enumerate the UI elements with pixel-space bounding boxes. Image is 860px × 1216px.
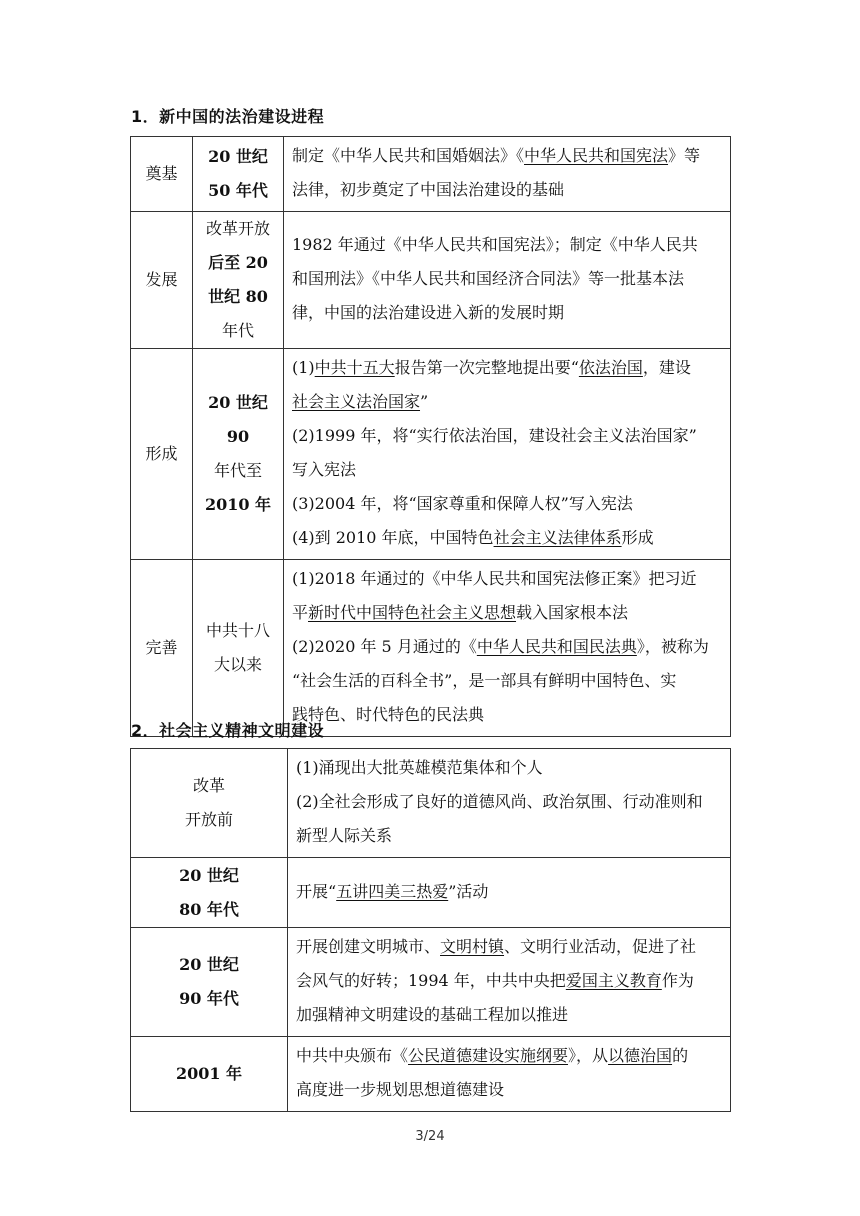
content-line <box>296 785 724 819</box>
underlined-term: 五讲四美三热爱 <box>336 881 449 901</box>
period-cell: 2001 年 <box>131 1037 288 1112</box>
content-line <box>292 562 724 596</box>
text-run: 会风气的好转；1994 年，中共中央把 <box>296 971 566 990</box>
table-row <box>131 560 731 737</box>
text-run: 法律，初步奠定了中国法治建设的基础 <box>292 180 565 199</box>
content-line <box>296 751 724 785</box>
text-run: 律，中国的法治建设进入新的发展时期 <box>292 303 565 322</box>
stage-cell: 奠基 <box>131 137 193 212</box>
civilization-table <box>130 748 731 1112</box>
text-run: (3)2004 年，将“国家尊重和保障人权”写入宪法 <box>292 494 633 513</box>
period-cell: 中共十八 大以来 <box>193 560 284 737</box>
content-line <box>292 419 724 453</box>
underlined-term: 社会主义法律体系 <box>493 528 622 547</box>
text-run: 、文明行业活动，促进了社 <box>504 937 697 956</box>
text-run: (1)涌现出大批英雄模范集体和个人 <box>296 758 543 777</box>
table-row <box>131 212 731 349</box>
text-run: 制定《中华人民共和国婚姻法》《 <box>292 146 525 165</box>
underlined-term: 社会主义法治国家 <box>292 392 421 411</box>
table-row <box>131 749 731 858</box>
text-run: “社会生活的百科全书”，是一部具有鲜明中国特色、实 <box>292 671 677 690</box>
content-line <box>292 630 724 664</box>
text-run: 的 <box>672 1046 689 1065</box>
text-run: 形成 <box>621 528 654 547</box>
period-cell: 改革开放 后至 20 世纪 80 年代 <box>193 212 284 349</box>
text-run: 作为 <box>661 971 694 990</box>
stage-cell: 完善 <box>131 560 193 737</box>
stage-cell: 发展 <box>131 212 193 349</box>
content-line <box>296 1073 724 1107</box>
text-run: (2)2020 年 5 月通过的《 <box>292 637 477 656</box>
stage-cell: 形成 <box>131 349 193 560</box>
section1-heading: 1．新中国的法治建设进程 <box>131 107 325 126</box>
content-line <box>296 964 724 998</box>
text-run: 载入国家根本法 <box>516 603 629 622</box>
content-line <box>292 296 724 330</box>
text-run: 》，被称为 <box>636 637 709 656</box>
text-run: 》，从 <box>568 1046 609 1065</box>
underlined-term: 文明村镇 <box>440 937 505 956</box>
page-number: 3/24 <box>415 1129 445 1144</box>
text-run: 开展创建文明城市、 <box>296 937 441 956</box>
text-run: 高度进一步规划思想道德建设 <box>296 1080 505 1099</box>
section2-heading: 2．社会主义精神文明建设 <box>131 721 325 740</box>
text-run: (1)2018 年通过的《中华人民共和国宪法修正案》把习近 <box>292 569 697 588</box>
text-run: (4)到 2010 年底，中国特色 <box>292 528 494 547</box>
table-row <box>131 137 731 212</box>
underlined-term: 依法治国 <box>578 358 643 377</box>
content-line <box>296 1039 724 1073</box>
text-run: 新型人际关系 <box>296 826 393 845</box>
content-line <box>292 453 724 487</box>
content-cell <box>288 749 731 858</box>
underlined-term: 中华人民共和国宪法 <box>524 146 669 165</box>
content-cell <box>284 349 731 560</box>
content-line <box>296 875 724 909</box>
text-run: 中共中央颁布《 <box>296 1046 409 1065</box>
text-run: 和国刑法》《中华人民共和国经济合同法》等一批基本法 <box>292 269 685 288</box>
table-row <box>131 1037 731 1112</box>
period-cell: 改革 开放前 <box>131 749 288 858</box>
content-line <box>292 385 724 419</box>
table-row <box>131 928 731 1037</box>
text-run: ”活动 <box>448 881 489 901</box>
content-line <box>296 930 724 964</box>
text-run: 平 <box>292 603 309 622</box>
underlined-term: 中华人民共和国民法典 <box>476 637 637 656</box>
content-cell <box>288 1037 731 1112</box>
content-line <box>292 228 724 262</box>
text-run: (2)全社会形成了良好的道德风尚、政治氛围、行动准则和 <box>296 792 703 811</box>
content-line <box>292 698 724 732</box>
text-run: 》等 <box>668 146 701 165</box>
content-cell <box>284 212 731 349</box>
content-line <box>292 262 724 296</box>
text-run: 1982 年通过《中华人民共和国宪法》；制定《中华人民共 <box>292 235 698 254</box>
underlined-term: 中共十五大 <box>314 358 395 377</box>
underlined-term: 爱国主义教育 <box>565 971 662 990</box>
content-cell <box>284 560 731 737</box>
period-cell: 20 世纪 90 年代 <box>131 928 288 1037</box>
content-line <box>296 998 724 1032</box>
underlined-term: 新时代中国特色社会主义思想 <box>308 603 517 622</box>
text-run: ” <box>420 392 429 411</box>
content-line <box>292 487 724 521</box>
content-line <box>296 819 724 853</box>
text-run: (1) <box>292 358 315 377</box>
text-run: (2)1999 年，将“实行依法治国，建设社会主义法治国家” <box>292 426 697 445</box>
period-cell: 20 世纪 90 年代至 2010 年 <box>193 349 284 560</box>
text-run: 报告第一次完整地提出要“ <box>394 358 579 377</box>
content-line <box>292 664 724 698</box>
text-run: 加强精神文明建设的基础工程加以推进 <box>296 1005 569 1024</box>
underlined-term: 以德治国 <box>608 1046 673 1065</box>
table-row <box>131 858 731 928</box>
underlined-term: 公民道德建设实施纲要 <box>408 1046 569 1065</box>
content-cell <box>288 858 731 928</box>
period-cell: 20 世纪 50 年代 <box>193 137 284 212</box>
rule-of-law-table <box>130 136 731 737</box>
content-line <box>292 351 724 385</box>
text-run: 写入宪法 <box>292 460 357 479</box>
content-cell <box>288 928 731 1037</box>
text-run: ，建设 <box>642 358 691 377</box>
content-line <box>292 139 724 173</box>
content-line <box>292 173 724 207</box>
table-row <box>131 349 731 560</box>
content-cell <box>284 137 731 212</box>
text-run: 践特色、时代特色的民法典 <box>292 705 485 724</box>
text-run: 开展“ <box>296 881 337 901</box>
content-line <box>292 596 724 630</box>
content-line <box>292 521 724 555</box>
period-cell: 20 世纪 80 年代 <box>131 858 288 928</box>
